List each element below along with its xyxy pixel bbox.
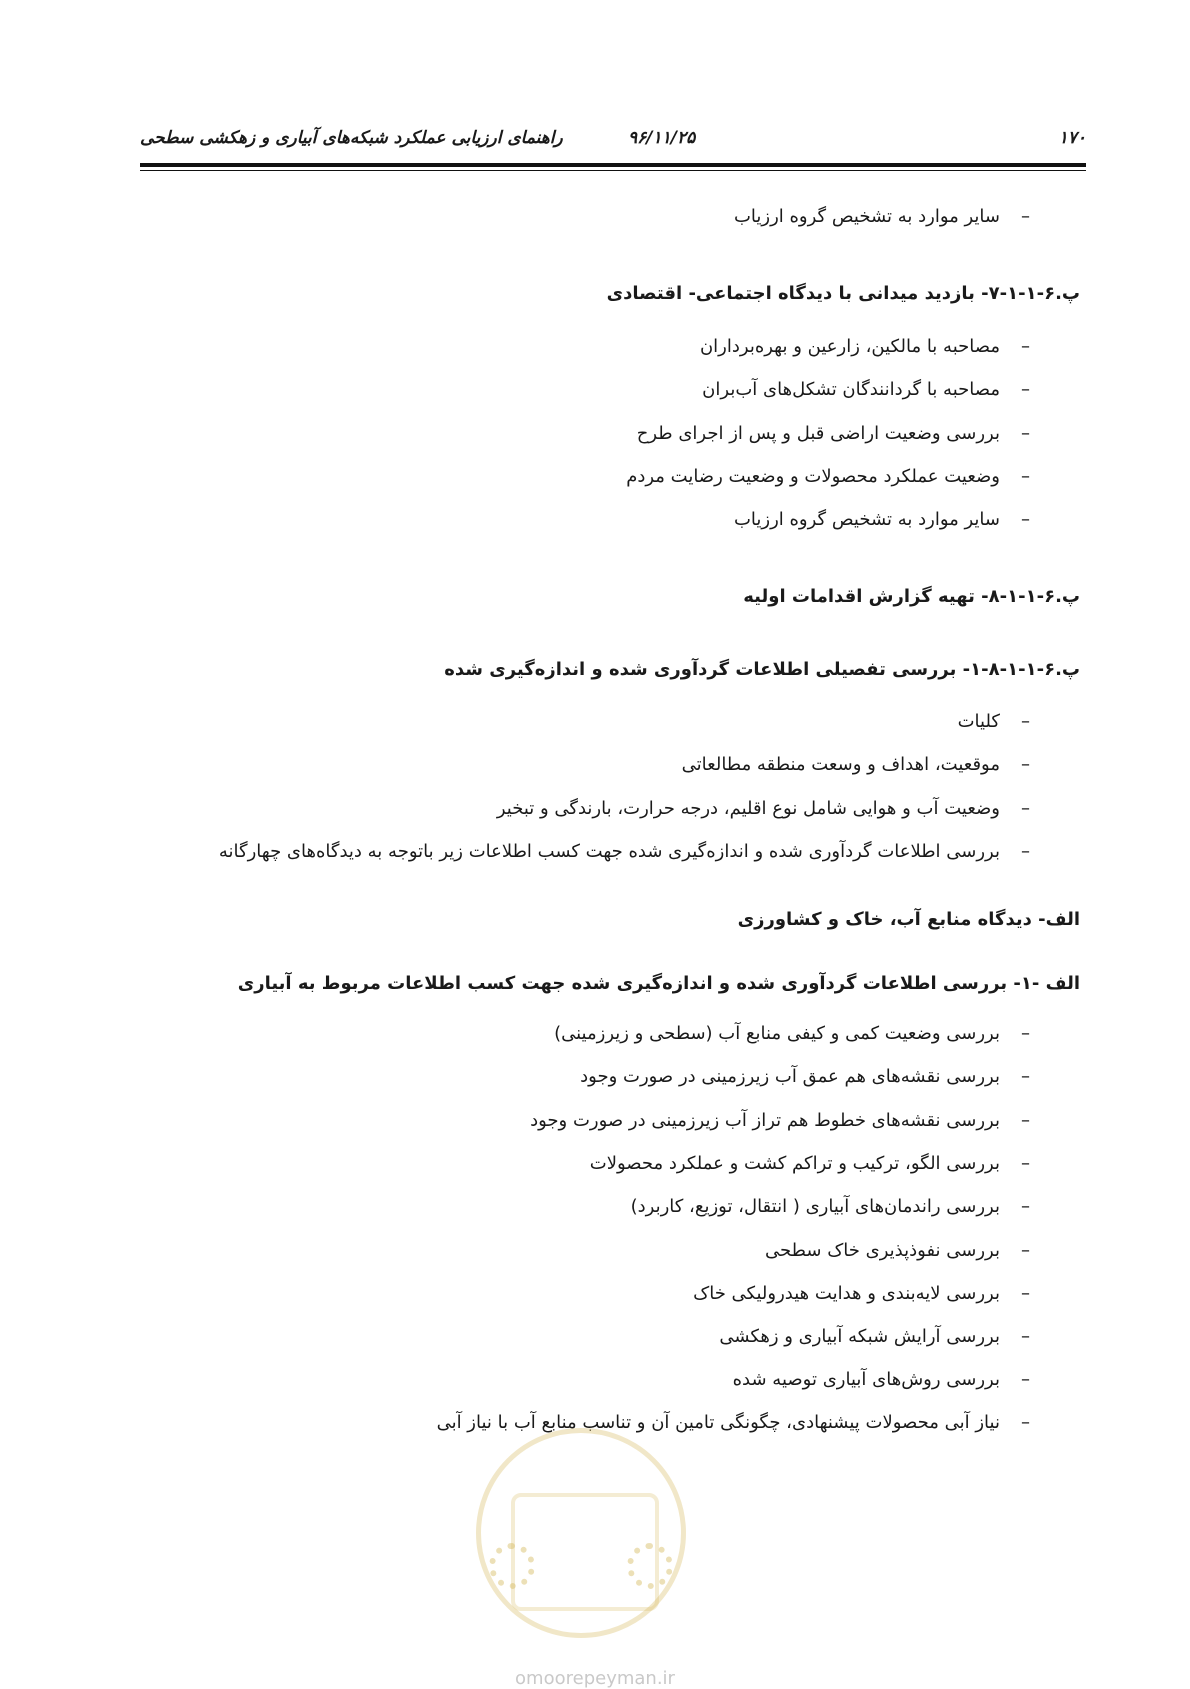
list-item: –کلیات — [958, 708, 1030, 736]
bullet-dash: – — [1021, 1326, 1030, 1347]
page-number: ۱۷۰ — [1058, 128, 1086, 148]
list-item: –وضعیت آب و هوایی شامل نوع اقلیم، درجه حرارت، بارندگی و تبخیر — [497, 795, 1030, 823]
list-item: –نیاز آبی محصولات پیشنهادی، چگونگی تامین آن و تناسب منابع آب با نیاز آبی — [437, 1409, 1030, 1437]
list-item: –وضعیت عملکرد محصولات و وضعیت رضایت مردم — [626, 463, 1030, 491]
bullet-dash: – — [1021, 206, 1030, 227]
section-heading: پ.۶-۱-۱-۸- تهیه گزارش اقدامات اولیه — [743, 586, 1080, 607]
bullet-dash: – — [1021, 798, 1030, 819]
list-item: –بررسی راندمان‌های آبیاری ( انتقال، توزیع، کاربرد) — [631, 1193, 1030, 1221]
watermark-url: omoorepeyman.ir — [515, 1668, 675, 1689]
bullet-dash: – — [1021, 841, 1030, 862]
list-item: –مصاحبه با گردانندگان تشکل‌های آب‌بران — [702, 376, 1030, 404]
bullet-dash: – — [1021, 754, 1030, 775]
bullet-dash: – — [1021, 1023, 1030, 1044]
list-item: –بررسی اطلاعات گردآوری شده و اندازه‌گیری شده جهت کسب اطلاعات زیر باتوجه به دیدگاه‌های چهارگانه — [219, 838, 1030, 866]
bullet-dash: – — [1021, 1412, 1030, 1433]
bullet-dash: – — [1021, 1110, 1030, 1131]
bullet-dash: – — [1021, 1066, 1030, 1087]
list-item: –بررسی وضعیت کمی و کیفی منابع آب (سطحی و زیرزمینی) — [554, 1020, 1030, 1048]
list-item: –بررسی لایه‌بندی و هدایت هیدرولیکی خاک — [693, 1280, 1030, 1308]
list-item: –بررسی وضعیت اراضی قبل و پس از اجرای طرح — [637, 420, 1030, 448]
list-item: –بررسی آرایش شبکه آبیاری و زهکشی — [719, 1323, 1030, 1351]
section-heading: پ.۶-۱-۱-۸-۱- بررسی تفصیلی اطلاعات گردآوری شده و اندازه‌گیری شده — [444, 659, 1080, 680]
list-item: –بررسی نفوذپذیری خاک سطحی — [765, 1237, 1030, 1265]
section-heading: الف- دیدگاه منابع آب، خاک و کشاورزی — [737, 909, 1080, 930]
bullet-dash: – — [1021, 1153, 1030, 1174]
list-item: –سایر موارد به تشخیص گروه ارزیاب — [734, 506, 1030, 534]
section-heading: پ.۶-۱-۱-۷- بازدید میدانی با دیدگاه اجتماعی- اقتصادی — [606, 283, 1080, 304]
bullet-dash: – — [1021, 336, 1030, 357]
bullet-dash: – — [1021, 1196, 1030, 1217]
header-title: راهنمای ارزیابی عملکرد شبکه‌های آبیاری و زهکشی سطحی — [140, 128, 563, 148]
bullet-dash: – — [1021, 466, 1030, 487]
list-item: –سایر موارد به تشخیص گروه ارزیاب — [734, 203, 1030, 231]
bullet-dash: – — [1021, 1369, 1030, 1390]
bullet-dash: – — [1021, 379, 1030, 400]
header-date: ۹۶/۱۱/۲۵ — [628, 128, 696, 148]
bullet-dash: – — [1021, 711, 1030, 732]
bullet-dash: – — [1021, 423, 1030, 444]
section-heading: الف -۱- بررسی اطلاعات گردآوری شده و اندازه‌گیری شده جهت کسب اطلاعات مربوط به آبیاری — [237, 973, 1080, 994]
list-item: –بررسی نقشه‌های هم عمق آب زیرزمینی در صورت وجود — [580, 1063, 1030, 1091]
list-item: –بررسی روش‌های آبیاری توصیه شده — [733, 1366, 1030, 1394]
list-item: –بررسی نقشه‌های خطوط هم تراز آب زیرزمینی در صورت وجود — [530, 1107, 1030, 1135]
list-item: –بررسی الگو، ترکیب و تراکم کشت و عملکرد محصولات — [590, 1150, 1030, 1178]
list-item: –مصاحبه با مالکین، زارعین و بهره‌برداران — [700, 333, 1030, 361]
bullet-dash: – — [1021, 1240, 1030, 1261]
bullet-dash: – — [1021, 1283, 1030, 1304]
bullet-dash: – — [1021, 509, 1030, 530]
list-item: –موقعیت، اهداف و وسعت منطقه مطالعاتی — [682, 751, 1030, 779]
